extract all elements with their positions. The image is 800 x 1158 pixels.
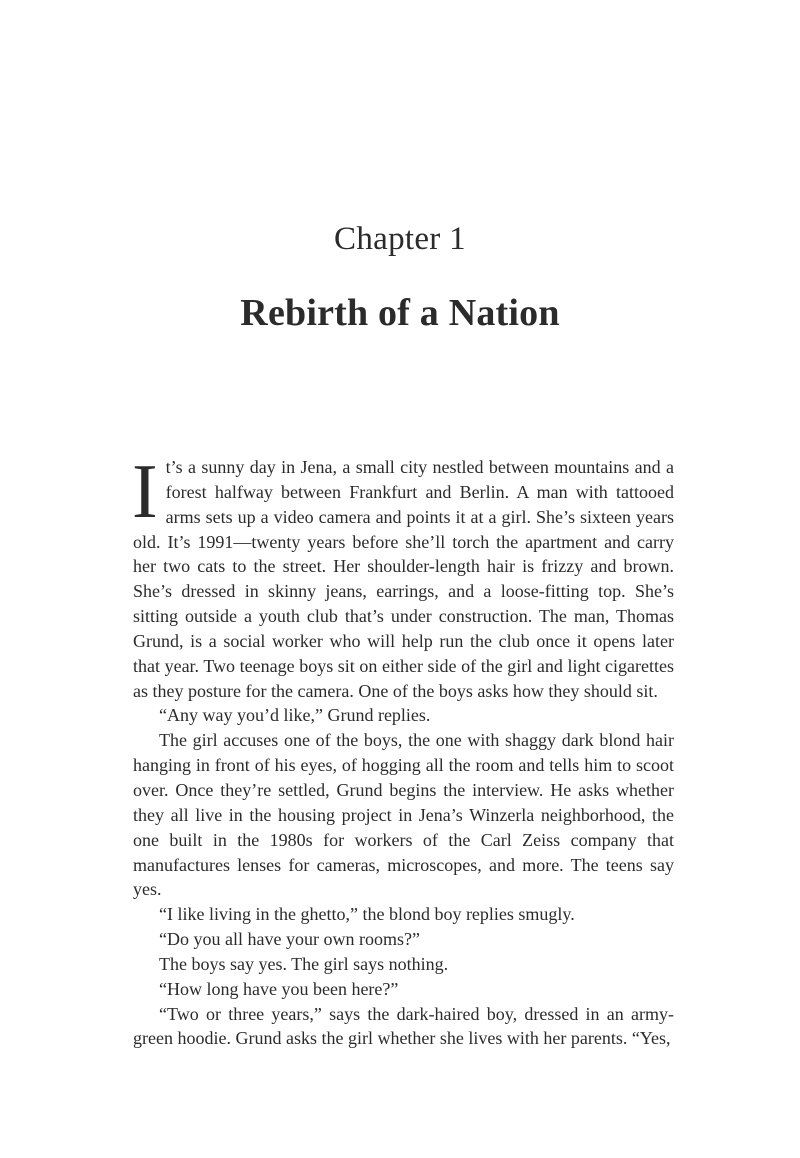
paragraph-8: “Two or three years,” says the dark-haired boy, dressed in an army-green hoodie. Grund asks the girl whether she lives with her parents. “Yes, <box>133 1003 674 1049</box>
chapter-body <box>132 448 674 1051</box>
paragraph-3: The girl accuses one of the boys, the one with shaggy dark blond hair hanging in front of his eyes, of hogging all the room and tells him to scoot over. Once they’re settled, Grund begins the interview. He asks whether they all live in the housing project in Jena’s Winzerla neighborhood, the one built in the 1980s for workers of the Carl Zeiss company that manufactures lenses for cameras, microscopes, and more. The teens say yes. <box>133 730 674 900</box>
chapter-number: Chapter 1 <box>334 221 466 257</box>
paragraph-1-text: t’s a sunny day in Jena, a small city nestled between mountains and a forest halfway between Frankfurt and Berlin. A man with tattooed arms sets up a video camera and points it at a girl. She’s sixteen years old. It’s 1991—twenty years before she’ll torch the apartment and carry her two cats to the street. Her shoulder-length hair is frizzy and brown. She’s dressed in skinny jeans, earrings, and a loose-fitting top. She’s sitting outside a youth club that’s under construction. The man, Thomas Grund, is a social worker who will help run the club once it opens later that year. Two teenage boys sit on either side of the girl and light cigarettes as they posture for the camera. One of the boys asks how they should sit. <box>133 457 674 701</box>
paragraph-4: “I like living in the ghetto,” the blond boy replies smugly. <box>159 904 575 925</box>
paragraph-5: “Do you all have your own rooms?” <box>159 929 420 950</box>
paragraph-6: The boys say yes. The girl says nothing. <box>159 953 449 974</box>
paragraph-2: “Any way you’d like,” Grund replies. <box>159 705 431 726</box>
paragraph-1 <box>132 448 674 703</box>
chapter-title: Rebirth of a Nation <box>240 292 560 334</box>
drop-cap: I <box>132 448 158 534</box>
paragraph-7: “How long have you been here?” <box>159 978 399 999</box>
